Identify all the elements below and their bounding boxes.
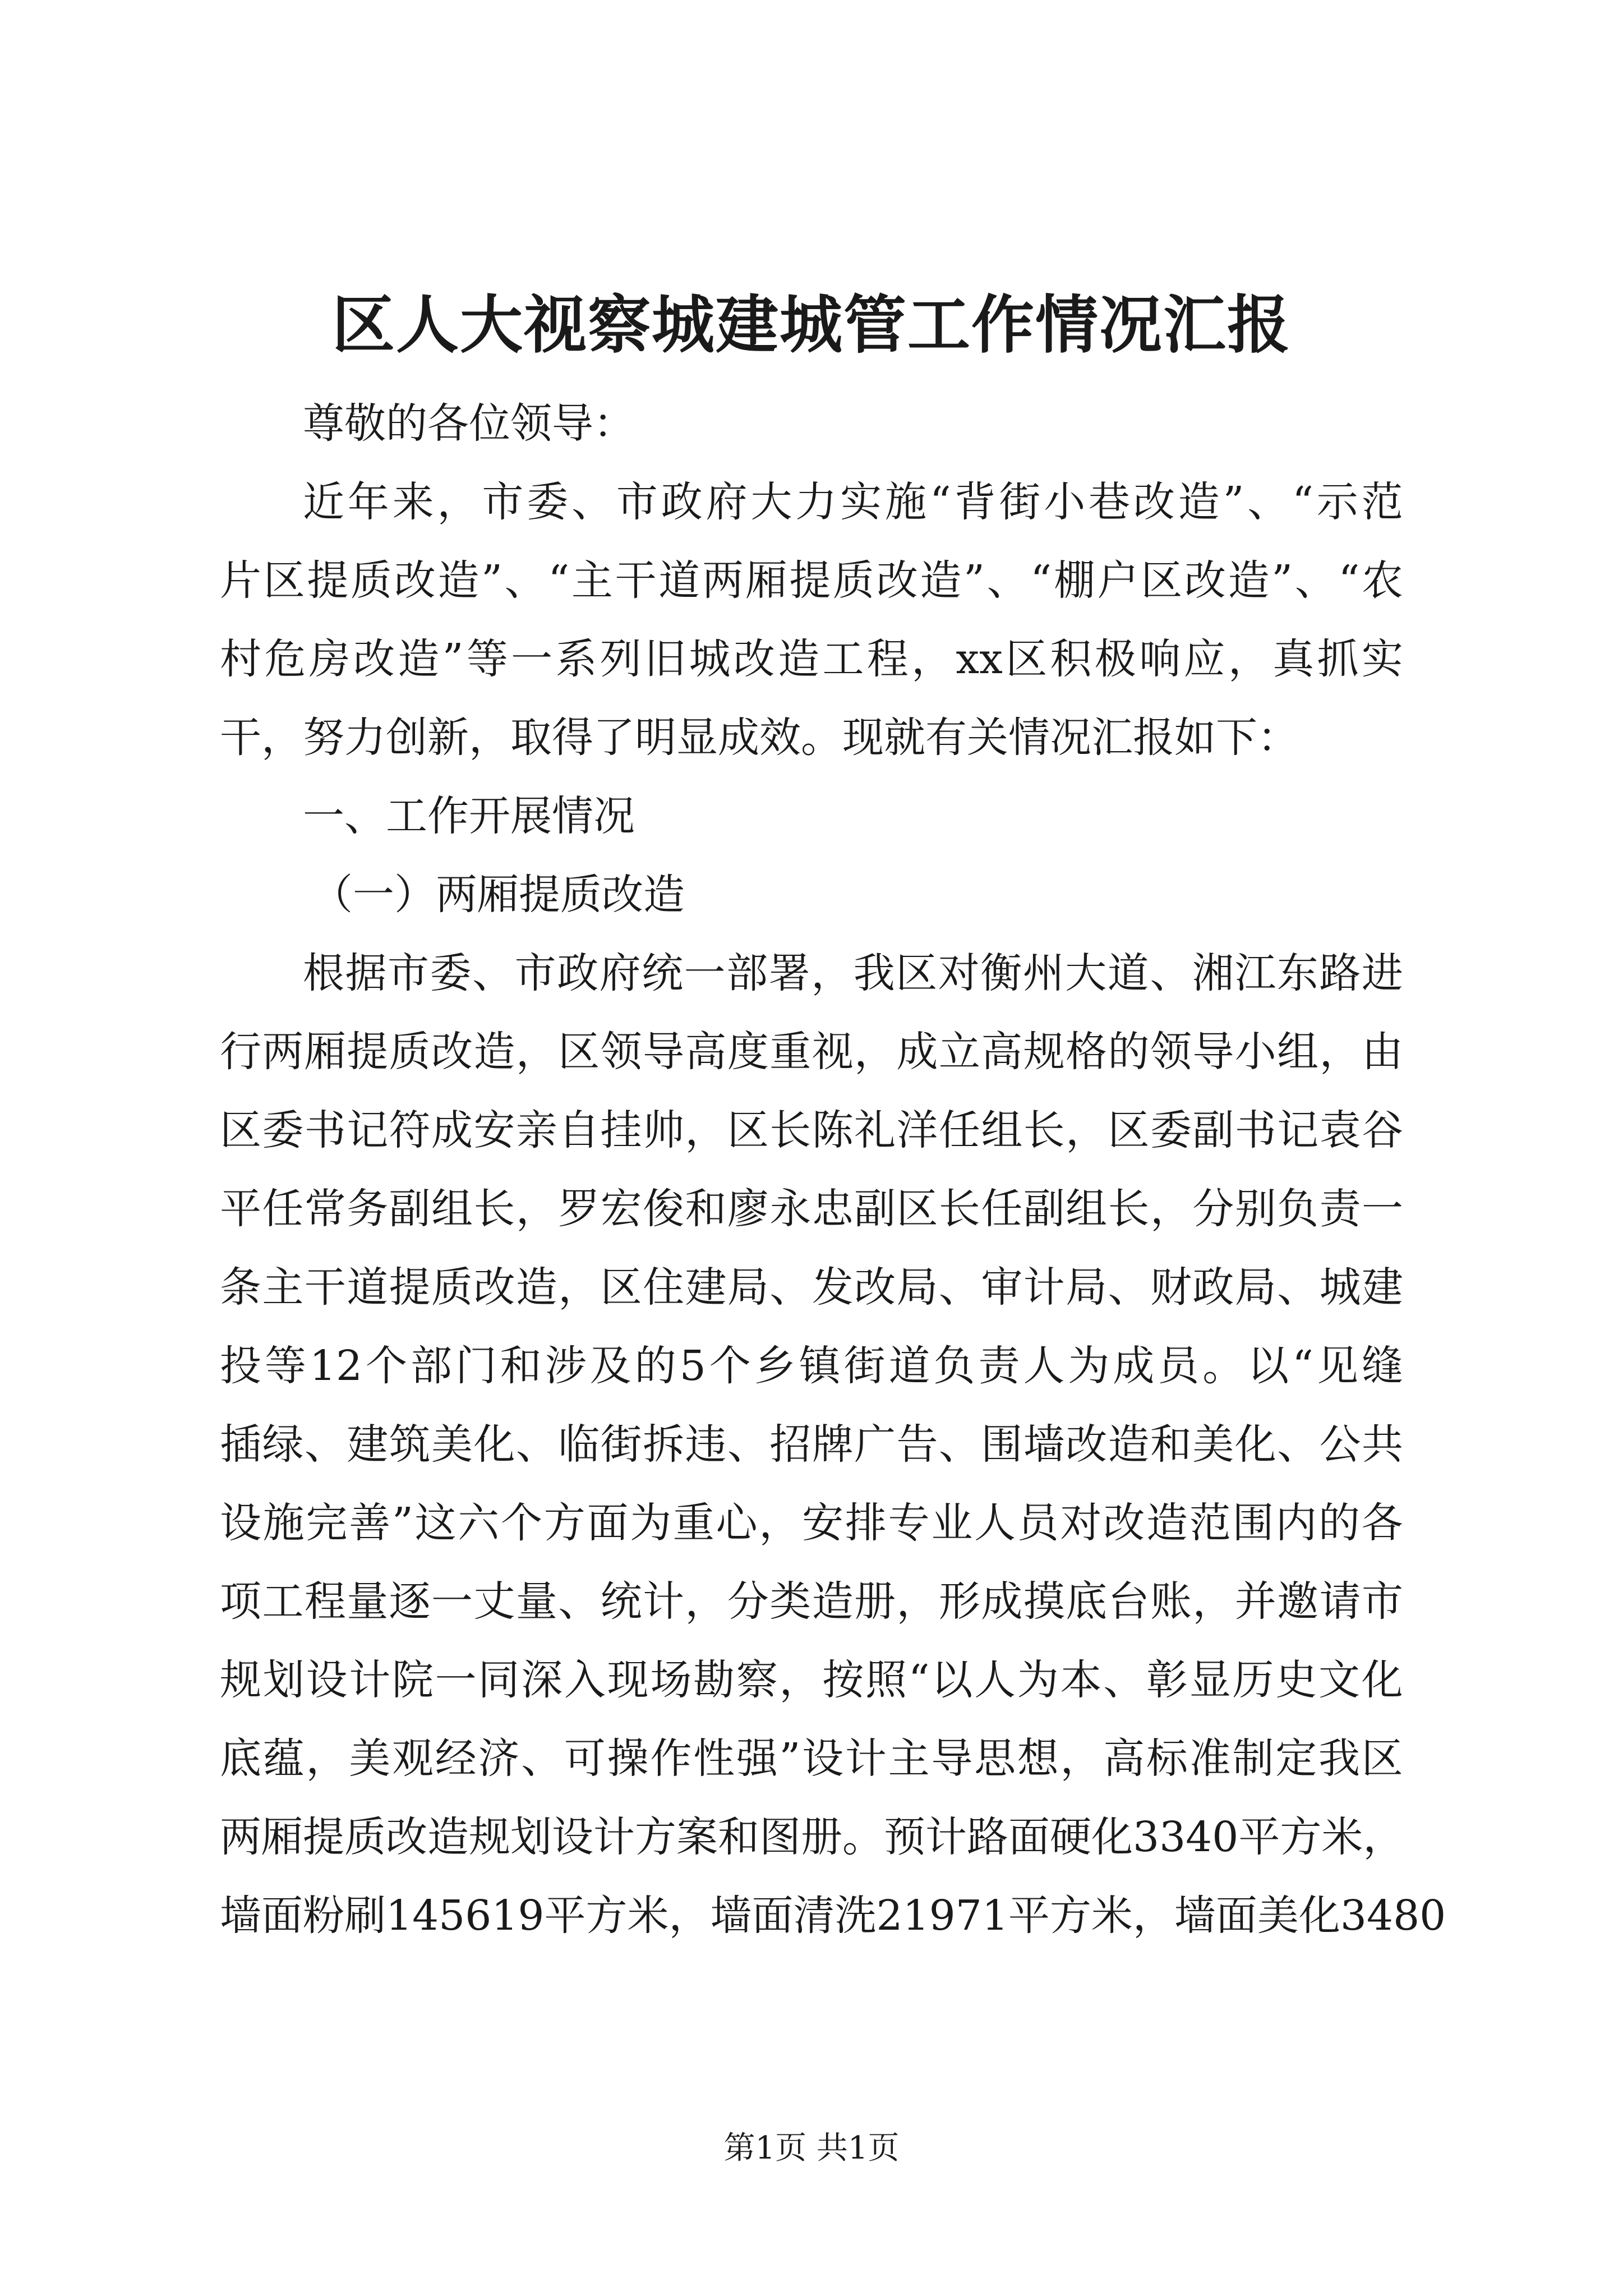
body-line: 一、工作开展情况 [303, 792, 635, 840]
body-line: 片 区 提 质 改 造 ” 、 “ 主 干 道 两 厢 提 质 改 造 ” 、 “ 棚 户 区 改 造 ” 、 “ 农 [220, 556, 1403, 605]
salutation: 尊敬的各位领导： [303, 399, 635, 448]
body-line: 设 施 完 善 ” 这 六 个 方 面 为 重 心 ， 安 排 专 业 人 员 对 改 造 范 围 内 的 各 [220, 1499, 1403, 1547]
page-footer: 第1页 共1页 [723, 2130, 900, 2166]
body-line: 项 工 程 量 逐 一 丈 量 、 统 计 ， 分 类 造 册 ， 形 成 摸 底 台 账 ， 并 邀 请 市 [220, 1577, 1403, 1626]
body-line: 底 蕴 ， 美 观 经 济 、 可 操 作 性 强 ” 设 计 主 导 思 想 ， 高 标 准 制 定 我 区 [220, 1734, 1403, 1783]
body-line: 条 主 干 道 提 质 改 造 ， 区 住 建 局 、 发 改 局 、 审 计 局 、 财 政 局 、 城 建 [220, 1263, 1403, 1312]
document-title: 区人大视察城建城管工作情况汇报 [332, 288, 1291, 362]
body-line: （一）两厢提质改造 [311, 871, 685, 919]
body-line: 干，努力创新，取得了明显成效。现就有关情况汇报如下： [220, 714, 1299, 762]
body-line: 两 厢 提 质 改 造 规 划 设 计 方 案 和 图 册 。 预 计 路 面 硬 化 3340 平 方 米 ， [220, 1813, 1405, 1861]
body-line: 根 据 市 委 、 市 政 府 统 一 部 署 ， 我 区 对 衡 州 大 道 、 湘 江 东 路 进 [303, 949, 1403, 997]
body-line: 行 两 厢 提 质 改 造 ， 区 领 导 高 度 重 视 ， 成 立 高 规 格 的 领 导 小 组 ， 由 [220, 1028, 1403, 1076]
body-line: 平 任 常 务 副 组 长 ， 罗 宏 俊 和 廖 永 忠 副 区 长 任 副 组 长 ， 分 别 负 责 一 [220, 1185, 1403, 1233]
body-line: 投 等 12 个 部 门 和 涉 及 的 5 个 乡 镇 街 道 负 责 人 为 成 员 。 以 “ 见 缝 [220, 1342, 1403, 1390]
body-line: 规 划 设 计 院 一 同 深 入 现 场 勘 察 ， 按 照 “ 以 人 为 本 、 彰 显 历 史 文 化 [220, 1656, 1403, 1704]
body-line: 区 委 书 记 符 成 安 亲 自 挂 帅 ， 区 长 陈 礼 洋 任 组 长 ， 区 委 副 书 记 袁 谷 [220, 1106, 1403, 1154]
body-line: 近 年 来 ， 市 委 、 市 政 府 大 力 实 施 “ 背 街 小 巷 改 造 ” 、 “ 示 范 [303, 478, 1403, 526]
body-line: 村 危 房 改 造 ” 等 一 系 列 旧 城 改 造 工 程 ， xx 区 积 极 响 应 ， 真 抓 实 [220, 635, 1403, 683]
body-line: 墙 面 粉 刷 145619 平 方 米 ， 墙 面 清 洗 21971 平 方 米 ， 墙 面 美 化 3480 [220, 1892, 1446, 1940]
body-line: 插 绿 、 建 筑 美 化 、 临 街 拆 违 、 招 牌 广 告 、 围 墙 改 造 和 美 化 、 公 共 [220, 1420, 1403, 1469]
